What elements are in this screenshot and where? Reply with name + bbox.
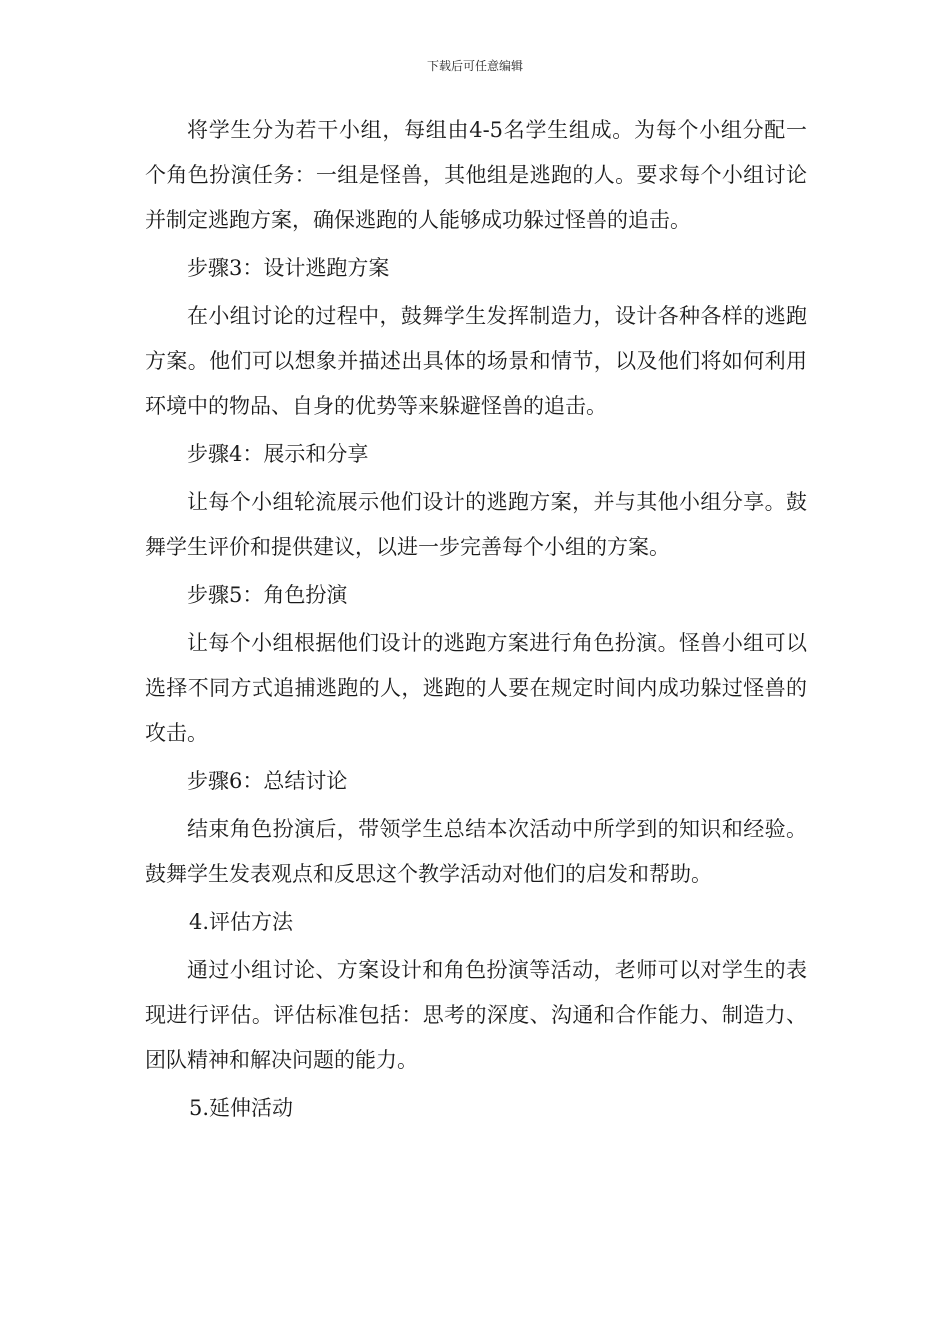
paragraph-evaluation: 通过小组讨论、方案设计和角色扮演等活动，老师可以对学生的表现进行评估。评估标准包括：思考的深度、沟通和合作能力、制造力、团队精神和解决问题的能力。 [145, 958, 807, 1072]
step-4-heading: 步骤4：展示和分享 [187, 442, 369, 466]
document-body [145, 108, 807, 1134]
section-5-heading: 5.延伸活动 [189, 1096, 294, 1120]
paragraph-role-play: 让每个小组根据他们设计的逃跑方案进行角色扮演。怪兽小组可以选择不同方式追捕逃跑的人，逃跑的人要在规定时间内成功躲过怪兽的攻击。 [145, 631, 807, 745]
step-3-heading: 步骤3：设计逃跑方案 [187, 256, 390, 280]
paragraph-summary: 结束角色扮演后，带领学生总结本次活动中所学到的知识和经验。鼓舞学生发表观点和反思这个教学活动对他们的启发和帮助。 [145, 817, 807, 886]
step-5-heading: 步骤5：角色扮演 [187, 583, 348, 607]
paragraph-group-division: 将学生分为若干小组，每组由4-5名学生组成。为每个小组分配一个角色扮演任务：一组是怪兽，其他组是逃跑的人。要求每个小组讨论并制定逃跑方案，确保逃跑的人能够成功躲过怪兽的追击。 [145, 118, 807, 232]
paragraph-design-plan: 在小组讨论的过程中，鼓舞学生发挥制造力，设计各种各样的逃跑方案。他们可以想象并描述出具体的场景和情节，以及他们将如何利用环境中的物品、自身的优势等来躲避怪兽的追击。 [145, 304, 807, 418]
page-header: 下载后可任意编辑 [426, 59, 523, 73]
section-4-heading: 4.评估方法 [189, 910, 294, 934]
step-6-heading: 步骤6：总结讨论 [187, 769, 348, 793]
paragraph-share: 让每个小组轮流展示他们设计的逃跑方案，并与其他小组分享。鼓舞学生评价和提供建议，以进一步完善每个小组的方案。 [145, 490, 807, 559]
